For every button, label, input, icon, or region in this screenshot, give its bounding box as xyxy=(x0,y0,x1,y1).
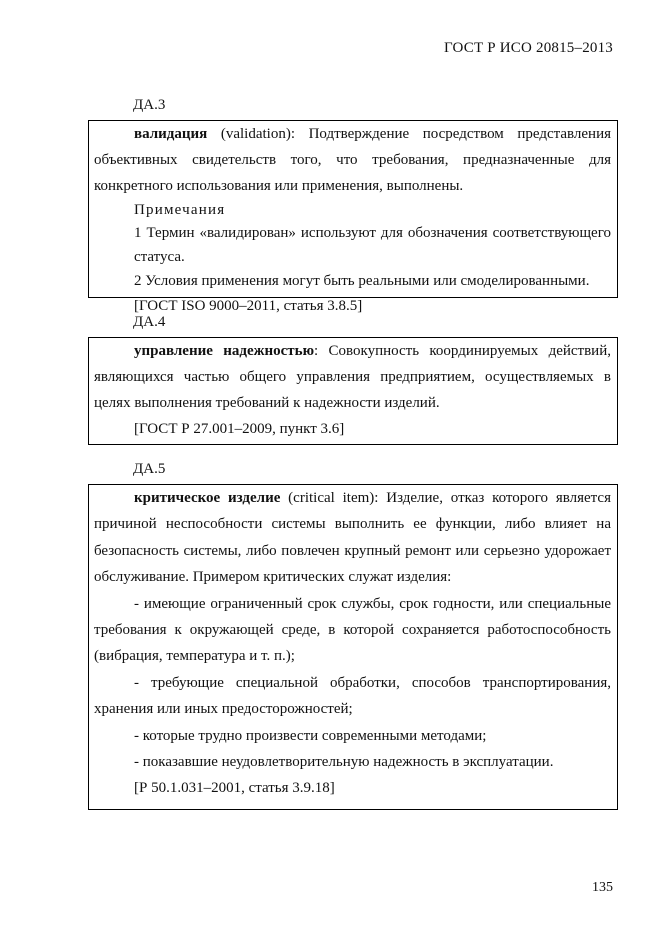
list-item: - требующие специальной обработки, способов транспортирования, хранения или иных предосторожностей; xyxy=(94,674,611,718)
notes-title: Примечания xyxy=(134,202,226,218)
section-label-da3: ДА.3 xyxy=(133,97,166,113)
section-label-da5: ДА.5 xyxy=(133,461,166,477)
term-english: (critical item): xyxy=(280,490,379,506)
definition-text xyxy=(94,338,611,416)
term-english: (validation): xyxy=(207,126,295,142)
list-item: - показавшие неудовлетворительную надежность в эксплуатации. xyxy=(134,754,554,771)
list-item: - имеющие ограниченный срок службы, срок годности, или специальные требования к окружающей среде, в которой сохраняется работоспособность (вибрация, температура и т. п.); xyxy=(94,595,611,665)
list-item: - которые трудно произвести современными методами; xyxy=(134,727,487,744)
section-label-da4: ДА.4 xyxy=(133,314,166,330)
term: критическое изделие xyxy=(134,490,281,506)
definition-text xyxy=(94,485,611,591)
definition-box-validation xyxy=(88,120,618,314)
definition-body: Изделие, отказ которого является причиной неспособности системы выполнить ее функции, либо влияет на безопасность системы, либо повлечен крупный ремонт или серьезно удорожает обслуживание. Примером критических служат изделия: xyxy=(94,490,611,586)
definition-box-reliability-management xyxy=(88,337,618,445)
note-item: 2 Условия применения могут быть реальными или смоделированными. xyxy=(134,273,590,289)
reference: [ГОСТ Р 27.001–2009, пункт 3.6] xyxy=(134,421,345,437)
page-number: 135 xyxy=(592,880,613,895)
definition-box-critical-item xyxy=(88,484,618,810)
reference: [Р 50.1.031–2001, статья 3.9.18] xyxy=(134,780,335,797)
definition-text xyxy=(94,121,611,199)
document-header: ГОСТ Р ИСО 20815–2013 xyxy=(444,40,613,56)
definition-body: Подтверждение посредством представления объективных свидетельств того, что требования, предназначенные для конкретного использования или применения, выполнены. xyxy=(94,126,611,194)
term: управление надежностью xyxy=(134,343,315,359)
reference: [ГОСТ ISO 9000–2011, статья 3.8.5] xyxy=(134,298,363,314)
definition-body: : Совокупность координируемых действий, являющихся частью общего управления предприятием, осуществляемых в целях выполнения требований к надежности изделий. xyxy=(94,343,611,411)
note-item: 1 Термин «валидирован» используют для обозначения соответствующего статуса. xyxy=(134,225,611,265)
term: валидация xyxy=(134,126,208,142)
